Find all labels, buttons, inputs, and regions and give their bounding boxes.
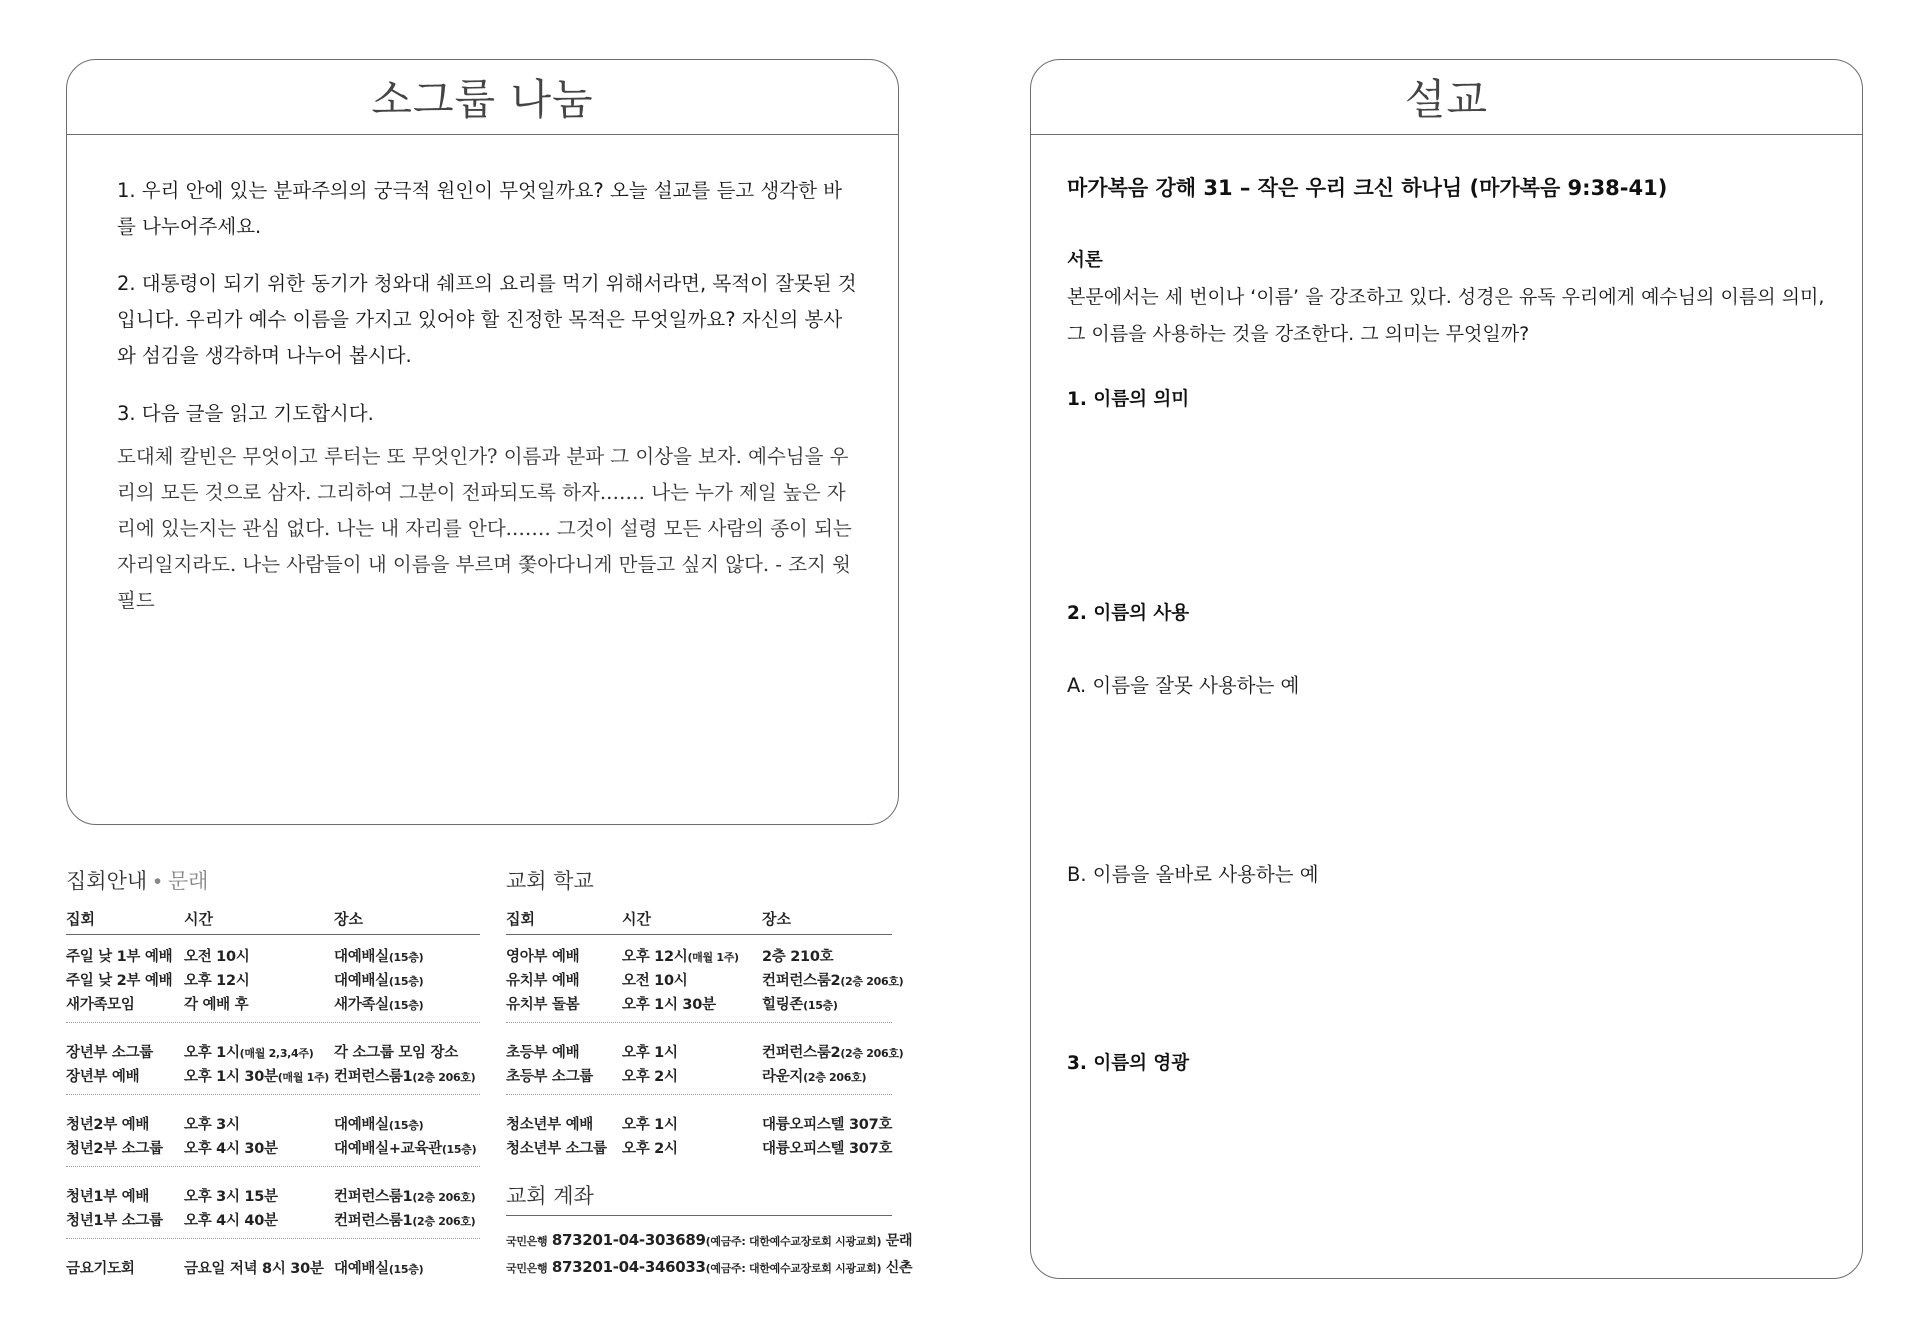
event-place-text: 각 소그룹 모임 장소 [334,1045,458,1061]
point-2b: B. 이름을 올바로 사용하는 예 [1067,863,1319,886]
event-place [334,1257,423,1278]
account-number: 873201-04-346033 [551,1258,706,1276]
event-place [762,969,903,990]
event-place-text: 라운지 [762,1069,804,1085]
event-name: 청소년부 소그룹 [506,1141,607,1157]
event-place-text: 대예배실 [334,949,389,965]
event-place [334,969,423,990]
event-place-note: (15층) [388,975,424,988]
meetings-title-text: 집회안내 [66,869,148,893]
event-name: 새가족모임 [66,997,135,1013]
event-name: 장년부 소그룹 [66,1045,153,1061]
sermon-card-title: 설교 [1031,60,1862,135]
event-place-text: 컨퍼런스룸1 [334,1213,413,1229]
event-place-text: 대예배실 [334,973,389,989]
sermon-card [1030,59,1863,1279]
event-place-note: (15층) [388,951,424,964]
point-1: 1. 이름의 의미 [1067,389,1190,410]
event-place-text: 컨퍼런스룸1 [334,1189,413,1205]
table-header-rule [66,934,480,935]
event-name: 청년2부 예배 [66,1117,150,1133]
event-place-text: 컨퍼런스룸2 [762,973,841,989]
event-time-text: 오후 2시 [622,1141,678,1157]
table-header: 장소 [762,910,791,928]
event-time-text: 오후 3시 15분 [184,1189,278,1205]
event-place [334,1041,458,1062]
event-time-text: 오후 4시 40분 [184,1213,278,1229]
group-divider [66,1166,480,1167]
accounts-title: 교회 계좌 [506,1184,594,1208]
event-time-text: 오후 12시 [622,949,688,965]
event-place-text: 대륭오피스텔 307호 [762,1141,893,1157]
event-place-note: (15층) [803,999,838,1012]
question-1: 1. 우리 안에 있는 분파주의의 궁극적 원인이 무엇일까요? 오늘 설교를 듣고 생각한 바를 나누어주세요. [117,179,842,238]
question-2: 2. 대통령이 되기 위한 동기가 청와대 쉐프의 요리를 먹기 위해서라면, 목적이 잘못된 것입니다. 우리가 예수 이름을 가지고 있어야 할 진정한 목적은 무엇일까요? 자신의 봉사와 섬김을 생각하며 나누어 봅시다. [117,272,857,367]
event-time-text: 오후 1시 [622,1117,678,1133]
table-header-rule [506,934,892,935]
event-place [334,1137,476,1158]
event-place-note: (2층 206호) [412,1071,476,1084]
event-place-text: 대예배실 [334,1117,389,1133]
event-time [622,945,739,966]
event-name: 유치부 돌봄 [506,997,580,1013]
event-place-text: 대륭오피스텔 307호 [762,1117,893,1133]
event-place-note: (15층) [441,1143,477,1156]
event-place [762,1065,866,1086]
event-place [762,993,838,1014]
event-place-note: (15층) [388,999,424,1012]
group-divider [506,1022,892,1023]
event-time [184,1137,278,1158]
event-place-note: (15층) [388,1263,424,1276]
account-holder: (예금주: 대한예수교장로회 시광교회) [705,1262,882,1275]
account-number: 873201-04-303689 [551,1231,706,1249]
event-time-text: 각 예배 후 [184,997,249,1013]
event-time [184,1041,313,1062]
event-time-text: 오후 1시 30분 [622,997,716,1013]
event-time-text: 오후 4시 30분 [184,1141,278,1157]
event-place-text: 힐링존 [762,997,804,1013]
meetings-location: 문래 [167,869,209,893]
event-time-text: 오후 1시 [184,1045,240,1061]
event-place [334,1209,475,1230]
event-place [762,1137,892,1158]
point-3: 3. 이름의 영광 [1067,1053,1190,1074]
event-place [334,1185,475,1206]
event-place-text: 2층 210호 [762,949,834,965]
event-name: 금요기도회 [66,1261,135,1277]
event-place-note: (2층 206호) [412,1215,476,1228]
event-name: 유치부 예배 [506,973,580,989]
event-name: 청년1부 예배 [66,1189,150,1205]
event-name: 청년2부 소그룹 [66,1141,163,1157]
event-place [334,945,423,966]
point-2: 2. 이름의 사용 [1067,603,1190,624]
event-time [622,1065,678,1086]
table-header: 집회 [66,910,95,928]
event-time [184,1257,324,1278]
account-branch: 문래 [885,1233,913,1249]
event-place [334,993,423,1014]
event-place-text: 컨퍼런스룸2 [762,1045,841,1061]
event-place-note: (15층) [388,1119,424,1132]
meetings-title [66,865,208,895]
group-divider [66,1238,480,1239]
account-row [506,1257,912,1277]
event-time-note: (매월 1주) [277,1071,330,1084]
small-group-title: 소그룹 나눔 [67,60,898,135]
event-time [622,993,716,1014]
event-time-note: (매월 1주) [687,951,739,964]
event-name: 초등부 소그룹 [506,1069,593,1085]
intro-heading: 서론 [1067,250,1103,271]
account-holder: (예금주: 대한예수교장로회 시광교회) [705,1235,882,1248]
event-place [762,1041,903,1062]
event-name: 장년부 예배 [66,1069,140,1085]
event-time [622,1137,678,1158]
event-name: 초등부 예배 [506,1045,580,1061]
group-divider [66,1094,480,1095]
account-bank: 국민은행 [506,1262,548,1275]
event-place-text: 컨퍼런스룸1 [334,1069,413,1085]
event-time-note: (매월 2,3,4주) [239,1047,314,1060]
table-header: 시간 [184,910,213,928]
event-time-text: 오후 12시 [184,973,250,989]
event-time-text: 오후 2시 [622,1069,678,1085]
small-group-card [66,59,899,825]
whitefield-quote: 도대체 칼빈은 무엇이고 루터는 또 무엇인가? 이름과 분파 그 이상을 보자. 예수님을 우리의 모든 것으로 삼자. 그리하여 그분이 전파되도록 하자.…… 나는 누가 제일 높은 자리에 있는지는 관심 없다. 나는 내 자리를 안다.…… 그것이 설령 모든 사람의 종이 되는 자리일지라도. 나는 사람들이 내 이름을 부르며 쫓아다니게 만들고 싶지 않다. - 조지 윗필드 [117,445,852,612]
event-time [184,1113,240,1134]
question-3: 3. 다음 글을 읽고 기도합시다. [117,402,374,425]
sermon-title: 마가복음 강해 31 – 작은 우리 크신 하나님 (마가복음 9:38-41) [1067,176,1668,200]
event-name: 청년1부 소그룹 [66,1213,163,1229]
event-time-text: 오후 3시 [184,1117,240,1133]
event-place-text: 대예배실+교육관 [334,1141,442,1157]
point-2a: A. 이름을 잘못 사용하는 예 [1067,674,1300,697]
group-divider [506,1094,892,1095]
table-header: 장소 [334,910,363,928]
table-header: 집회 [506,910,535,928]
group-divider [66,1022,480,1023]
event-place-note: (2층 206호) [840,1047,904,1060]
event-time [184,945,249,966]
school-title: 교회 학교 [506,869,594,893]
event-time-text: 금요일 저녁 8시 30분 [184,1261,324,1277]
event-time [184,1209,278,1230]
event-time [184,1065,329,1086]
event-time [622,1041,678,1062]
event-time [622,969,687,990]
accounts-divider [506,1215,892,1216]
account-bank: 국민은행 [506,1235,548,1248]
event-time-text: 오후 1시 [622,1045,678,1061]
event-time-text: 오전 10시 [622,973,688,989]
event-name: 영아부 예배 [506,949,580,965]
event-place [334,1113,423,1134]
meetings-separator: • [153,869,162,893]
account-row [506,1230,912,1250]
intro-text: 본문에서는 세 번이나 ‘이름’ 을 강조하고 있다. 성경은 유독 우리에게 예수님의 이름의 의미, 그 이름을 사용하는 것을 강조한다. 그 의미는 무엇일까? [1067,286,1825,345]
event-time [184,993,248,1014]
event-time [184,1185,278,1206]
event-time-text: 오전 10시 [184,949,250,965]
account-branch: 신촌 [885,1260,913,1276]
event-place [334,1065,475,1086]
event-name: 주일 낮 2부 예배 [66,973,173,989]
event-place-text: 새가족실 [334,997,389,1013]
event-name: 청소년부 예배 [506,1117,593,1133]
event-name: 주일 낮 1부 예배 [66,949,173,965]
event-place [762,945,833,966]
event-place-note: (2층 206호) [803,1071,867,1084]
event-place-text: 대예배실 [334,1261,389,1277]
event-time [622,1113,678,1134]
event-place-note: (2층 206호) [840,975,904,988]
table-header: 시간 [622,910,651,928]
event-time [184,969,249,990]
event-place [762,1113,892,1134]
event-time-text: 오후 1시 30분 [184,1069,278,1085]
event-place-note: (2층 206호) [412,1191,476,1204]
